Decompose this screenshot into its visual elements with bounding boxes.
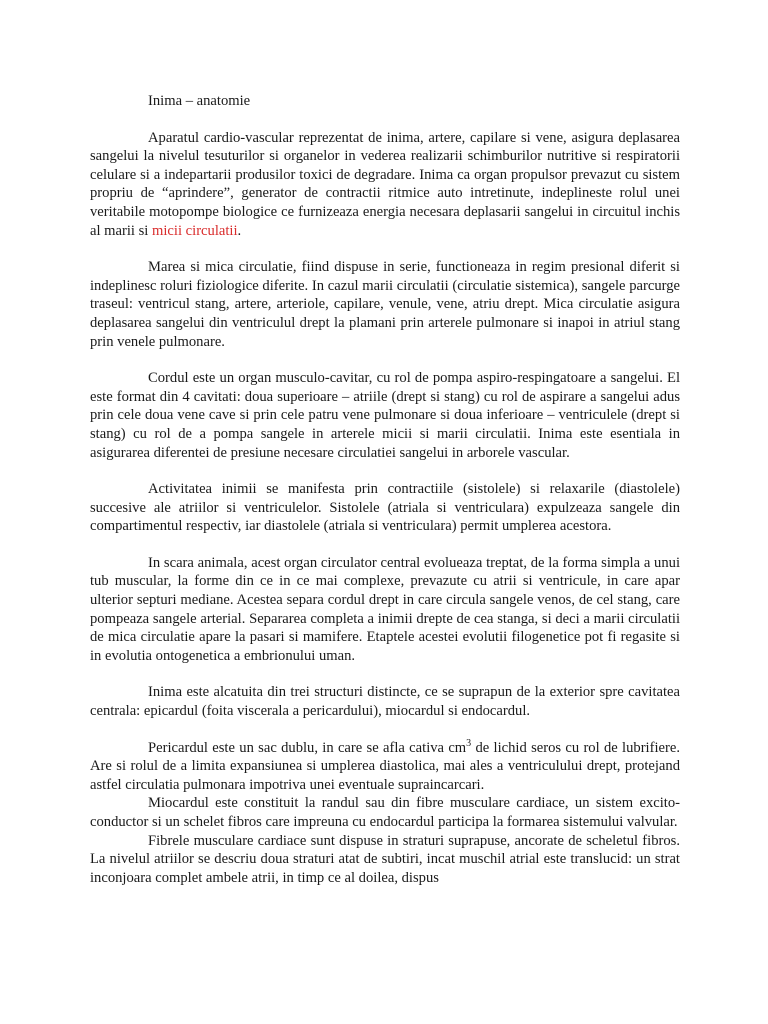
paragraph-circulations: Marea si mica circulatie, fiind dispuse in serie, functioneaza in regim presional diferit si indeplinesc roluri fiziologice diferite. In cazul marii circulatii (circulatie sistemica), sangele parcurge traseul: ventricul stang, artere, arteriole, capilare, venule, vene, atriu drept. Mica circulatie asigura deplasarea sangelui din ventriculul drept la plamani prin arterele pulmonare si inapoi in atriul stang prin venele pulmonare. [90,259,680,350]
document-title: Inima – anatomie [148,93,251,109]
paragraph-pericardium [90,739,680,795]
paragraph-text-end: de lichid seros cu rol de lubrifiere. Are si rolul de a limita expansiunea si umplerea diastolica, mai ales a ventriculului drept, protejand astfel circulatia pulmonara impotriva unei eventuale supraincarcari. [90,739,680,793]
paragraph-heart-cavities: Cordul este un organ musculo-cavitar, cu rol de pompa aspiro-respingatoare a sangelui. El este format din 4 cavitati: doua superioare – atriile (drept si stang) cu rol de aspirare a sangelui adus prin cele doua vene cave si prin cele patru vene pulmonare si doua inferioare – ventriculele (drept si stang) cu rol de a pompa sangele in arterele micii si marii circulatii. Inima este esentiala in asigurarea diferentei de presiune necesare circulatiei sangelui in arborele vascular. [90,370,680,461]
paragraph-heart-structures: Inima este alcatuita din trei structuri distincte, ce se suprapun de la exterior spre cavitatea centrala: epicardul (foita viscerala a pericardului), miocardul si endocardul. [90,684,680,720]
paragraph-text-end: . [237,222,242,239]
paragraph-myocardium: Miocardul este constituit la randul sau din fibre musculare cardiace, un sistem excito-conductor si un schelet fibros care impreuna cu endocardul participa la formarea sistemului valvular. [90,795,680,830]
paragraph-heart-activity: Activitatea inimii se manifesta prin contractiile (sistolele) si relaxarile (diastolele) succesive ale atriilor si ventriculelor. Sistolele (atriala si ventriculara) expulzeaza sangele din compartimentul respectiv, iar diastolele (atriala si ventriculara) permit umplerea acestora. [90,481,680,535]
highlighted-term: micii circulatii [152,222,238,239]
paragraph-text: Pericardul este un sac dublu, in care se afla cativa cm [148,739,467,756]
paragraph-cardiovascular [90,129,680,241]
paragraph-text: Aparatul cardio-vascular reprezentat de inima, artere, capilare si vene, asigura deplasarea sangelui la nivelul tesuturilor si organelor in vederea realizarii schimburilor nutritive si respiratorii celulare si a indepartarii produsilor toxici de degradare. Inima ca organ propulsor prevazut cu sistem propriu de “aprindere”, generator de contractii ritmice auto intretinute, indeplineste rolul unei veritabile motopompe biologice ce furnizeaza energia necesara deplasarii sangelui in circuitul inchis al marii si [90,129,680,239]
paragraph-muscle-fibers: Fibrele musculare cardiace sunt dispuse in straturi suprapuse, ancorate de scheletul fibros. La nivelul atriilor se descriu doua straturi atat de subtiri, incat muschil atrial este translucid: un strat inconjoara complet ambele atrii, in timp ce al doilea, dispus [90,832,680,886]
superscript: 3 [466,737,472,749]
paragraph-evolution: In scara animala, acest organ circulator central evolueaza treptat, de la forma simpla a unui tub muscular, la forme din ce in ce mai complexe, prevazute cu atrii si ventricule, in care apar ulterior septuri mediane. Acestea separa cordul drept in care circula sangele venos, de cel stang, care pompeaza sangele arterial. Separarea completa a inimii drepte de cea stanga, si deci a marii circulatii de mica circulatie apare la pasari si mamifere. Etaptele acestei evolutii filogenetice pot fi regasite si in evolutia ontogenetica a embrionului uman. [90,554,680,664]
